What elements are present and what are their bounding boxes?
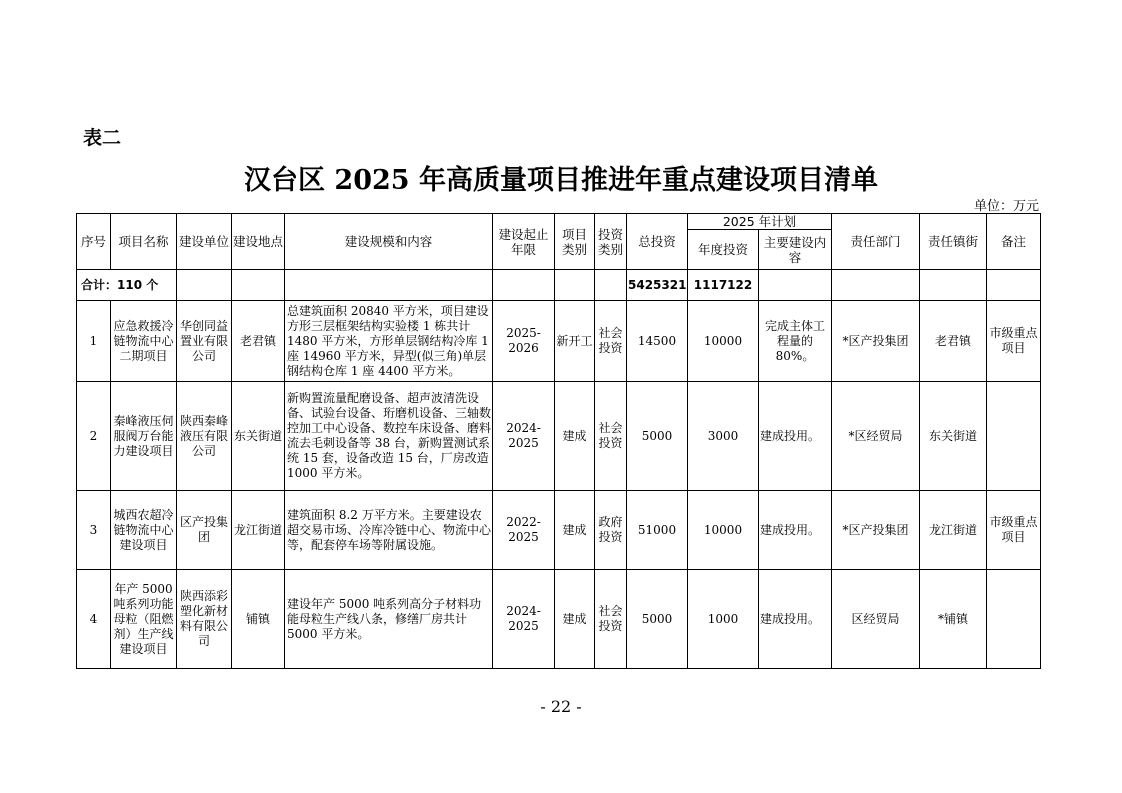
table-row (77, 301, 1041, 382)
cell-location: 铺镇 (232, 570, 285, 669)
cell-location: 东关街道 (232, 382, 285, 491)
cell-dept: *区产投集团 (832, 491, 920, 570)
cell-period: 2024-2025 (493, 382, 555, 491)
header-name: 项目名称 (111, 214, 177, 270)
cell-scope: 新购置流量配磨设备、超声波清洗设备、试验台设备、珩磨机设备、三轴数控加工中心设备、数控车床设备、磨料流去毛刺设备等 38 台，新购置测试系统 15 套，设备改造 15 台，厂房改造 1000 平方米。 (285, 382, 493, 491)
cell-dept: *区经贸局 (832, 382, 920, 491)
cell-type: 建成 (555, 382, 595, 491)
table-row (77, 491, 1041, 570)
header-town: 责任镇街 (920, 214, 987, 270)
cell-type: 新开工 (555, 301, 595, 382)
header-location: 建设地点 (232, 214, 285, 270)
cell-dept: *区产投集团 (832, 301, 920, 382)
project-table (76, 213, 1041, 669)
cell-period: 2022-2025 (493, 491, 555, 570)
cell-builder: 陕西秦峰液压有限公司 (177, 382, 232, 491)
cell-seq: 2 (77, 382, 111, 491)
cell-dept: 区经贸局 (832, 570, 920, 669)
table-label: 表二 (83, 127, 122, 149)
cell-type: 建成 (555, 570, 595, 669)
cell-scope: 总建筑面积 20840 平方米，项目建设方形三层框架结构实验楼 1 栋共计 1480 平方米，方形单层钢结构冷库 1 座 14960 平方米，异型(似三角)单层钢结构仓库 1 座 4400 平方米。 (285, 301, 493, 382)
header-invest-type: 投资类别 (595, 214, 627, 270)
cell-type: 建成 (555, 491, 595, 570)
header-period: 建设起止年限 (493, 214, 555, 270)
header-plan-2025: 2025 年计划 (688, 214, 832, 230)
cell-town: 东关街道 (920, 382, 987, 491)
cell-builder: 区产投集团 (177, 491, 232, 570)
cell-total: 51000 (627, 491, 688, 570)
summary-row (77, 270, 1041, 301)
cell-town: 老君镇 (920, 301, 987, 382)
cell-period: 2025-2026 (493, 301, 555, 382)
cell-invest-type: 社会投资 (595, 382, 627, 491)
summary-label: 合计：110 个 (77, 270, 177, 301)
cell-annual: 10000 (688, 491, 759, 570)
cell-invest-type: 社会投资 (595, 570, 627, 669)
cell-main: 建成投用。 (759, 491, 832, 570)
cell-invest-type: 社会投资 (595, 301, 627, 382)
cell-period: 2024-2025 (493, 570, 555, 669)
unit-note: 单位：万元 (973, 199, 1039, 214)
table-row (77, 570, 1041, 669)
cell-builder: 华创同益置业有限公司 (177, 301, 232, 382)
cell-main: 完成主体工程量的 80%。 (759, 301, 832, 382)
header-annual: 年度投资 (688, 230, 759, 270)
cell-total: 14500 (627, 301, 688, 382)
header-main: 主要建设内容 (759, 230, 832, 270)
cell-remark (987, 570, 1041, 669)
cell-seq: 1 (77, 301, 111, 382)
cell-location: 龙江街道 (232, 491, 285, 570)
cell-total: 5000 (627, 570, 688, 669)
header-builder: 建设单位 (177, 214, 232, 270)
page-title: 汉台区 2025 年高质量项目推进年重点建设项目清单 (244, 165, 878, 196)
cell-scope: 建设年产 5000 吨系列高分子材料功能母粒生产线八条，修缮厂房共计 5000 平方米。 (285, 570, 493, 669)
header-row-top (77, 214, 1041, 230)
header-scope: 建设规模和内容 (285, 214, 493, 270)
summary-annual: 1117122 (688, 270, 759, 301)
cell-builder: 陕西添彩塑化新材料有限公司 (177, 570, 232, 669)
cell-main: 建成投用。 (759, 570, 832, 669)
cell-remark: 市级重点项目 (987, 301, 1041, 382)
header-dept: 责任部门 (832, 214, 920, 270)
cell-annual: 10000 (688, 301, 759, 382)
header-seq: 序号 (77, 214, 111, 270)
cell-location: 老君镇 (232, 301, 285, 382)
cell-invest-type: 政府投资 (595, 491, 627, 570)
cell-name: 秦峰液压伺服阀万台能力建设项目 (111, 382, 177, 491)
table-row (77, 382, 1041, 491)
cell-name: 年产 5000 吨系列功能母粒（阻燃剂）生产线建设项目 (111, 570, 177, 669)
cell-seq: 4 (77, 570, 111, 669)
header-total: 总投资 (627, 214, 688, 270)
cell-name: 城西农超冷链物流中心建设项目 (111, 491, 177, 570)
cell-scope: 建筑面积 8.2 万平方米。主要建设农超交易市场、冷库冷链中心、物流中心等，配套停车场等附属设施。 (285, 491, 493, 570)
cell-town: 龙江街道 (920, 491, 987, 570)
cell-remark (987, 382, 1041, 491)
cell-remark: 市级重点项目 (987, 491, 1041, 570)
cell-town: *铺镇 (920, 570, 987, 669)
cell-total: 5000 (627, 382, 688, 491)
summary-total: 5425321 (627, 270, 688, 301)
page-number: - 22 - (540, 697, 582, 716)
cell-annual: 3000 (688, 382, 759, 491)
cell-main: 建成投用。 (759, 382, 832, 491)
cell-name: 应急救援冷链物流中心二期项目 (111, 301, 177, 382)
header-type: 项目类别 (555, 214, 595, 270)
cell-seq: 3 (77, 491, 111, 570)
cell-annual: 1000 (688, 570, 759, 669)
header-remark: 备注 (987, 214, 1041, 270)
